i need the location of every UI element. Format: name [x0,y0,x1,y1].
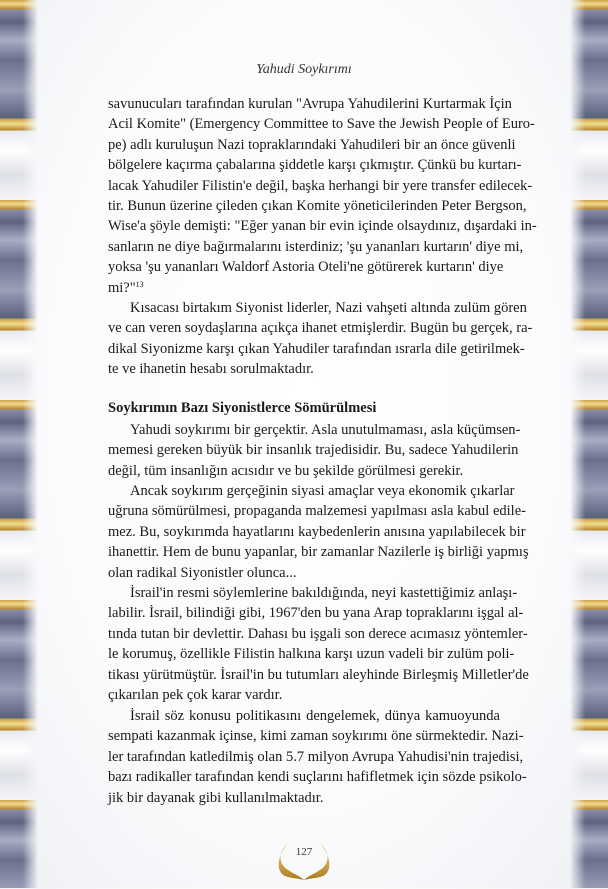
marble-pillar-border-left [0,0,38,888]
text-line-content: jik bir dayanak gibi kullanılmaktadır. [108,789,324,806]
text-line [108,94,512,114]
text-line [108,583,518,603]
text-line-content: ler tarafından katledilmiş olan 5.7 milyon Avrupa Yahudisi'nin trajedisi, [108,748,524,765]
text-line [108,318,533,338]
text-line [108,216,537,236]
text-line-content: savunucuları tarafından kurulan "Avrupa Yahudilerini Kurtarmak İçin [108,96,512,112]
text-line-content: tında tutan bir devlettir. Dahası bu işgali son derece acımasız yöntemler- [108,625,528,642]
text-line [108,685,500,705]
paragraph-6 [108,706,527,808]
text-line [108,339,525,359]
marble-pillar-border-right [570,0,608,888]
text-line-content: le korumuş, özellikle Filistin halkına karşı uzun vadeli bir zulüm poli- [108,646,515,663]
text-line-content: Kısacası birtakım Siyonist liderler, Nazi vahşeti altında zulüm gören [130,300,527,316]
paragraph-5 [108,583,529,705]
text-line-content: tikası yürütmüştür. İsrail'in bu tutumları aleyhinde Birleşmiş Milletler'de [108,666,529,683]
text-line-content: değil, tüm insanlığın acısıdır ve bu şekilde görülmesi gerekir. [108,462,464,479]
text-line-content: tir. Bunun üzerine çileden çıkan Komite yöneticilerinden Peter Bergson, [108,197,527,214]
text-line [108,114,535,134]
text-line [108,257,504,277]
text-line-content: çıkarılan pek çok karar vardır. [108,686,283,703]
text-line-content: labilir. İsrail, bilindiği gibi, 1967'den bu yana Arap topraklarını işgal al- [108,605,524,622]
text-line-content: Acil Komite" (Emergency Committee to Save the Jewish People of Euro- [108,116,535,133]
text-line-content: Yahudi soykırımı bir gerçektir. Asla unutulmaması, asla küçümsen- [130,422,521,438]
text-line-content: mi?" [108,279,136,296]
text-line [108,747,524,767]
text-line-content: İsrail'in resmi söylemlerine bakıldığında, neyi kastettiğimiz anlaşı- [130,585,518,601]
text-line [108,461,500,481]
text-line-content: Wise'a şöyle demişti: "Eğer yanan bir evin içinde olsaydınız, dışardaki in- [108,218,537,235]
text-line-content: bazı radikaller tarafından kendi suçlarını hafifletmek için sözde psikolo- [108,769,527,786]
text-line-content: lacak Yahudiler Filistin'e değil, başka herhangi bir yere transfer edilecek- [108,177,533,194]
text-line-content: pe) adlı kuruluşun Nazi topraklarındaki Yahudileri bir an önce güvenli [108,136,516,153]
paragraph-1 [108,94,537,298]
footnote-reference: 13 [135,279,144,289]
text-line-content: mez. Bu, soykırımda hayatlarını kaybedenlerin anısına yapılabilecek bir [108,523,526,540]
text-line-content: sempati kazanmak içinse, kimi zaman soykırımı öne sürmektedir. Nazi- [108,728,524,745]
text-line [108,542,529,562]
text-line [108,237,524,257]
text-line [108,420,521,440]
text-line [108,522,526,542]
text-line [108,481,515,501]
text-line-content: bölgelere kaçırma çabalarına şiddetle karşı çıkmıştır. Çünkü bu kurtarı- [108,157,522,174]
text-line [108,196,527,216]
text-line-content: dikal Siyonizme karşı çıkan Yahudiler tarafından ısrarla dile getirilmek- [108,340,525,357]
text-line-content: İsrail söz konusu politikasını dengelemek, dünya kamuoyunda [130,708,500,724]
text-line-content: uğruna sömürülmesi, propaganda malzemesi yapılması asla kabul edile- [108,503,526,520]
running-head: Yahudi Soykırımı [256,62,352,77]
text-line-content: ve can veren soydaşlarına açıkça ihanet etmişlerdir. Bugün bu gerçek, ra- [108,320,533,337]
text-line-content: ihanettir. Hem de bunu yapanlar, bir zamanlar Nazilerle iş birliği yapmış [108,544,529,561]
paragraph-2 [108,298,533,380]
text-line [108,563,500,583]
text-line-content: te ve ihanetin hesabı sorulmaktadır. [108,361,314,378]
text-line [108,176,533,196]
text-line [108,624,528,644]
text-line-content: memesi gereken büyük bir insanlık trajedisidir. Bu, sadece Yahudilerin [108,442,519,459]
text-line [108,501,526,521]
text-line [108,359,500,379]
text-line [108,603,524,623]
text-line-content: olan radikal Siyonistler olunca... [108,564,297,581]
text-line-content: yoksa 'şu yananları Waldorf Astoria Oteli'ne götürerek kurtarın' diye [108,259,504,276]
text-line-content: Ancak soykırım gerçeğinin siyasi amaçlar veya ekonomik çıkarlar [130,483,515,499]
text-line [108,440,519,460]
paragraph-3 [108,420,521,481]
text-line [108,726,524,746]
text-line [108,706,500,726]
text-line [108,278,500,298]
text-line-content: sanların ne diye bağırmalarını isterdiniz; 'şu yananları kurtarın' diye mi, [108,238,524,255]
text-line [108,155,522,175]
text-line [108,298,527,318]
text-line [108,644,515,664]
paragraph-4 [108,481,529,583]
section-heading: Soykırımın Bazı Siyonistlerce Sömürülmesi [108,400,377,416]
text-line [108,665,529,685]
text-line [108,788,500,808]
text-line [108,135,516,155]
page-number: 127 [295,846,313,858]
text-line [108,767,527,787]
page-number-ornament [274,840,334,884]
